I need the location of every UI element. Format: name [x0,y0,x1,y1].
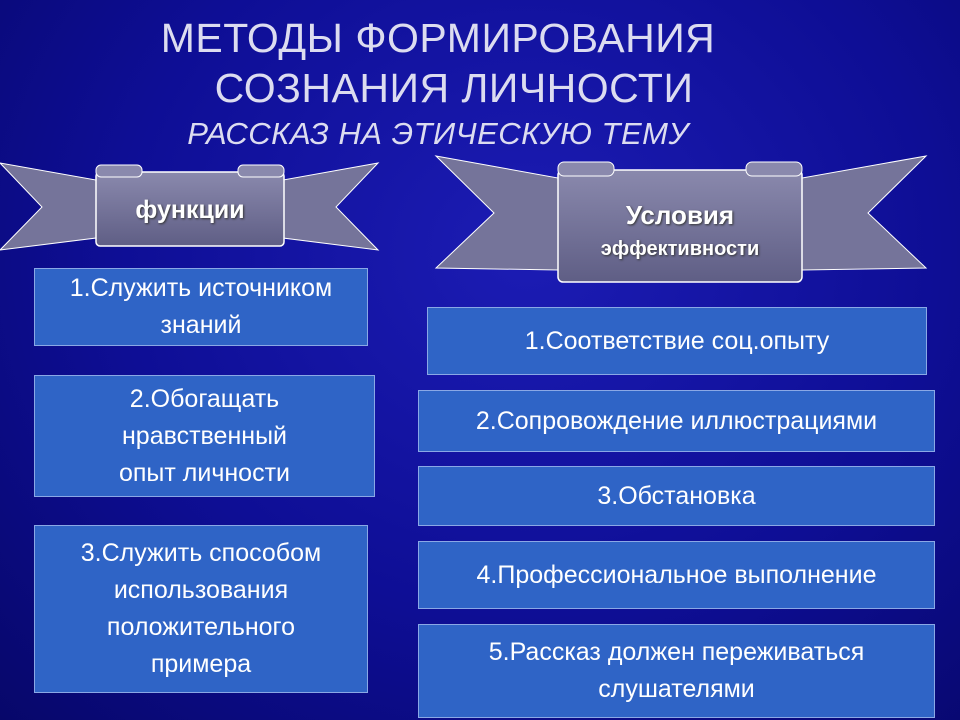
slide-title-line-1: МЕТОДЫ ФОРМИРОВАНИЯ [160,15,716,61]
slide-subtitle: РАССКАЗ НА ЭТИЧЕСКУЮ ТЕМУ [187,116,689,151]
slide-title-line-2: СОЗНАНИЯ ЛИЧНОСТИ [214,65,694,111]
function-box-3: 3.Служить способом использования положительного примера [34,525,368,693]
condition-box-3: 3.Обстановка [418,466,935,526]
function-box-1: 1.Служить источником знаний [34,268,368,346]
function-box-2: 2.Обогащать нравственный опыт личности [34,375,375,497]
condition-box-1: 1.Соответствие соц.опыту [427,307,927,375]
condition-box-4: 4.Профессиональное выполнение [418,541,935,609]
conditions-banner-label-line-2: эффективности [600,238,760,260]
functions-banner-label: функции [135,196,245,224]
condition-box-2: 2.Сопровождение иллюстрациями [418,390,935,452]
conditions-banner-label-line-1: Условия [625,200,735,230]
condition-box-5: 5.Рассказ должен переживаться слушателями [418,624,935,718]
